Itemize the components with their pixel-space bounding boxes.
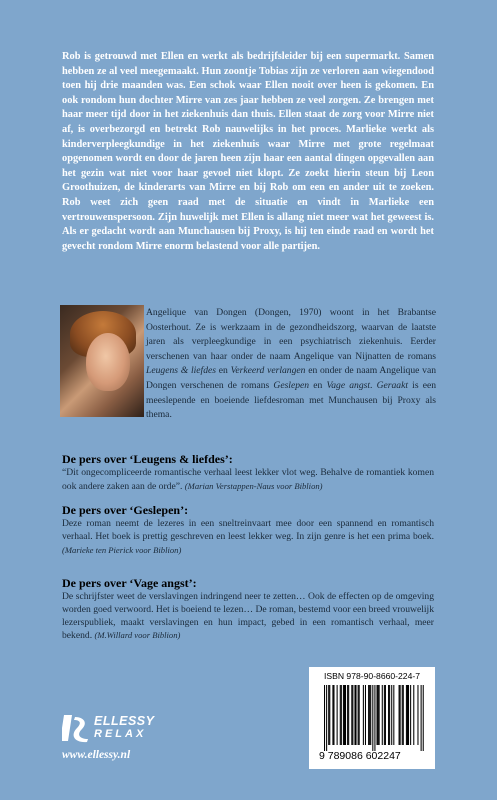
barcode-bar xyxy=(341,685,342,745)
barcode-bar xyxy=(406,685,407,745)
barcode-bar xyxy=(351,685,352,745)
press-heading: De pers over ‘Vage angst’: xyxy=(62,576,197,590)
barcode-bar xyxy=(400,685,401,745)
barcode-bar xyxy=(403,685,404,745)
barcode-bar xyxy=(328,685,329,745)
barcode-digits: 9 789086 602247 xyxy=(319,750,401,762)
barcode-bar xyxy=(347,685,348,745)
ellessy-logo-icon xyxy=(62,713,90,743)
barcode-bar xyxy=(345,685,346,745)
publisher-brand: ELLESSY xyxy=(94,714,155,728)
barcode-bar xyxy=(421,685,422,751)
press-section-leugens xyxy=(62,452,434,494)
press-quote-text: Deze roman neemt de lezeres in een sneltreinvaart mee door een spannend en romantisch verhaal. Het boek is prettig geschreven en leest lekker weg. In zijn genre is het een prima boek. xyxy=(62,518,434,542)
author-bio-part: Angelique van Dongen (Dongen, 1970) woont in het Brabantse Oosterhout. Ze is werkzaam in de gezondheidszorg, waarvan de laatste jaren als verpleegkundige in een psychiatrisch ziekenhuis. Eerder verschenen van haar onder de naam Angelique van Nijnatten de romans xyxy=(146,307,436,362)
press-quote-text: “Dit ongecompliceerde romantische verhaal leest lekker vlot weg. Behalve de romantiek komen ook andere zaken aan de orde”. xyxy=(62,467,434,492)
press-source: (M.Willard voor Biblion) xyxy=(94,630,181,641)
barcode-bar xyxy=(382,685,383,745)
barcode-bar xyxy=(370,685,371,745)
barcode-bar xyxy=(352,685,353,745)
author-bio xyxy=(146,306,436,423)
press-quote xyxy=(62,467,434,494)
press-quote-text: De schrijfster weet de verslavingen indringend neer te zetten… Ook de effecten op de omgeving worden goed verwoord. Het is boeiend te lezen… De roman, bestemd voor een breed vrouwelijk lezerspubliek, maakt verslavingen en hun impact, gebed in een romantisch verhaal, meer bekend. xyxy=(62,591,434,642)
barcode-bar xyxy=(423,685,424,751)
author-bio-part: is een meeslepende en boeiende liefdesroman met Munchausen bij Proxy als thema. xyxy=(146,379,437,421)
author-face xyxy=(86,333,130,391)
barcode-bar xyxy=(329,685,330,745)
press-section-vage-angst xyxy=(62,576,434,643)
book-title: Vage angst xyxy=(326,379,371,391)
author-bio-part: en xyxy=(216,365,231,377)
barcode-bar xyxy=(365,685,366,745)
barcode-bar xyxy=(378,685,379,745)
author-bio-part: . xyxy=(370,379,377,391)
barcode-bar xyxy=(354,685,355,745)
barcode-bar xyxy=(393,685,394,745)
press-section-geslepen xyxy=(62,503,434,557)
isbn-label: ISBN 978-90-8660-224-7 xyxy=(323,671,421,681)
barcode-bar xyxy=(372,685,373,751)
barcode-bar xyxy=(384,685,385,745)
barcode-bar xyxy=(369,685,370,745)
book-title: Verkeerd verlangen xyxy=(230,365,306,377)
barcode-bar xyxy=(344,685,345,745)
author-bio-part: en onder de naam Angelique van Dongen verschenen de romans xyxy=(146,365,436,391)
barcode-bar xyxy=(337,685,338,745)
barcode-bar xyxy=(368,685,369,745)
barcode-bar xyxy=(388,685,389,745)
publisher-logo xyxy=(62,713,172,743)
barcode-bar xyxy=(399,685,400,745)
barcode-bar xyxy=(377,685,378,745)
book-title: Geraakt xyxy=(376,379,409,391)
barcode-bar xyxy=(402,685,403,745)
barcode-bar xyxy=(324,685,325,751)
barcode-bar xyxy=(391,685,392,745)
publisher-website: www.ellessy.nl xyxy=(62,749,131,761)
book-title: Geslepen xyxy=(273,379,310,391)
barcode-bar xyxy=(358,685,359,745)
press-heading: De pers over ‘Leugens & liefdes’: xyxy=(62,452,233,466)
barcode-box xyxy=(309,667,435,769)
barcode-bar xyxy=(413,685,414,745)
barcode-bar xyxy=(359,685,360,745)
back-cover-blurb: Rob is getrouwd met Ellen en werkt als bedrijfsleider bij een supermarkt. Samen hebben ze al veel meegemaakt. Hun zoontje Tobias zijn ze verloren aan wiegendood toen hij drie maanden was. Een schok waar Ellen nooit over heen is gekomen. En ook rondom hun dochter Mirre van zes jaar hebben ze veel zorgen. Ze brengen met haar meer tijd door in het ziekenhuis dan thuis. Ellen staat de zorg voor Mirre niet af, is overbezorgd en betrekt Rob nauwelijks in het proces. Marlieke werkt als kinderverpleegkundige in het ziekenhuis waar Mirre met grote regelmaat opgenomen wordt en door de jaren heen zijn haar een aantal dingen opgevallen aan het gezin wat niet voor haar gevoel niet klopt. Ze zoekt hierin steun bij Leon Groothuizen, de kinderarts van Mirre en bij Rob om een en ander uit te zoeken. Rob weet zich geen raad met de situatie en vindt in Marlieke een vertrouwenspersoon. Zijn huwelijk met Ellen is allang niet meer wat het geweest is. Als er gedacht wordt aan Munchausen bij Proxy, is hij ten einde raad en wordt het gevecht rondom Mirre enorm belastend voor alle partijen. xyxy=(62,51,434,252)
barcode-bar xyxy=(326,685,327,751)
barcode-bar xyxy=(407,685,408,745)
barcode-bar xyxy=(343,685,344,745)
author-photo xyxy=(60,305,144,417)
barcode-bar xyxy=(389,685,390,745)
barcode-bar xyxy=(332,685,333,745)
barcode-bar xyxy=(333,685,334,745)
book-title: Leugens & liefdes xyxy=(146,365,216,377)
press-quote xyxy=(62,591,434,643)
press-source: (Marieke ten Pierick voor Biblion) xyxy=(62,544,182,555)
barcode-bar xyxy=(374,685,375,751)
barcode-bar xyxy=(410,685,411,745)
barcode-bar xyxy=(379,685,380,745)
press-quote xyxy=(62,518,434,557)
barcode-bar xyxy=(356,685,357,745)
barcode-bar xyxy=(363,685,364,745)
publisher-imprint: RELAX xyxy=(94,728,147,740)
author-bio-part: en xyxy=(309,379,327,391)
barcode-bar xyxy=(340,685,341,745)
barcode-bar xyxy=(385,685,386,745)
press-heading: De pers over ‘Geslepen’: xyxy=(62,503,189,517)
barcode-bar xyxy=(348,685,349,745)
barcode-icon xyxy=(319,683,425,765)
press-source: (Marian Verstappen-Naus voor Biblion) xyxy=(184,480,323,491)
barcode-bar xyxy=(408,685,409,745)
barcode-bar xyxy=(417,685,418,745)
